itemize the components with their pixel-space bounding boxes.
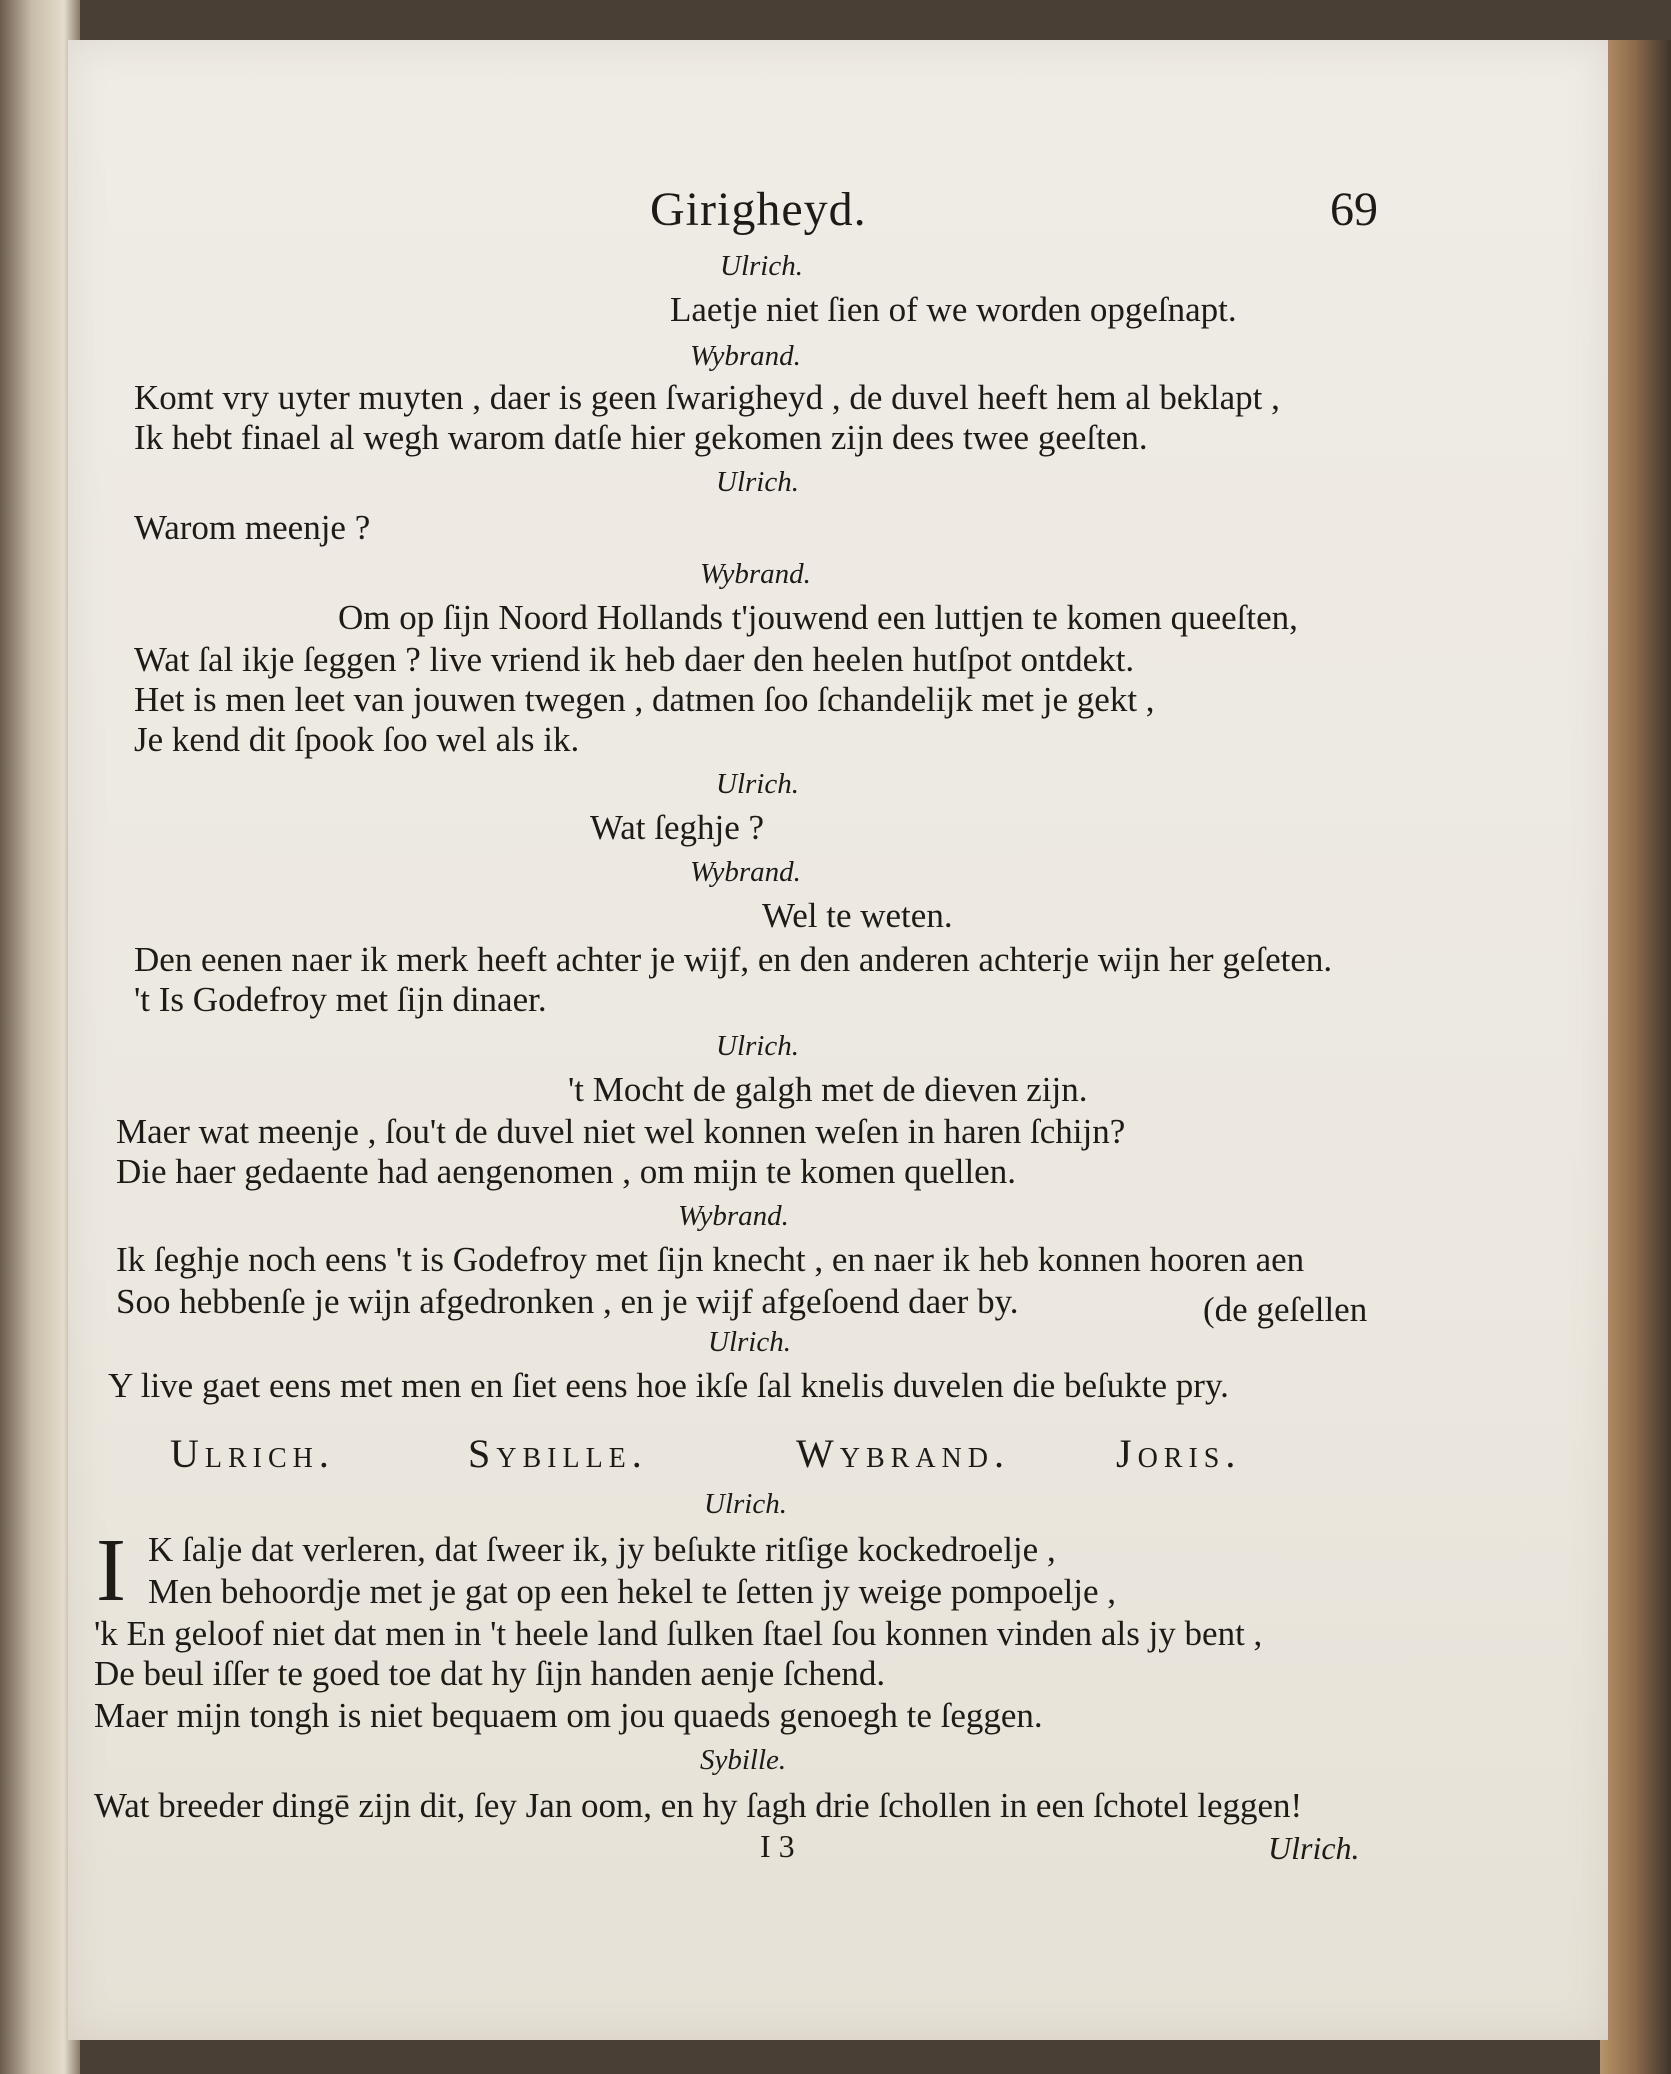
cast-name: Sybille.	[468, 1431, 648, 1476]
verse-line: Die haer gedaente had aengenomen , om mijn te komen quellen.	[116, 1152, 1016, 1191]
verse-line: Den eenen naer ik merk heeft achter je wijf, en den anderen achterje wijn her geſeten.	[134, 940, 1333, 979]
speaker-label: Ulrich.	[720, 250, 803, 282]
signature-mark: I 3	[760, 1828, 795, 1864]
cast-name: Joris.	[1116, 1431, 1242, 1476]
verse-line: De beul iſſer te goed toe dat hy ſijn handen aenje ſchend.	[94, 1654, 886, 1693]
speaker-label: Sybille.	[700, 1744, 787, 1776]
verse-line: Warom meenje ?	[134, 508, 371, 547]
page-number: 69	[1330, 183, 1378, 236]
speaker-label: Ulrich.	[716, 1030, 799, 1062]
running-title: Girigheyd.	[650, 183, 867, 236]
verse-line: Om op ſijn Noord Hollands t'jouwend een luttjen te komen queeſten,	[338, 598, 1298, 637]
drop-cap: I	[96, 1521, 126, 1620]
verse-line: 't Mocht de galgh met de dieven zijn.	[568, 1070, 1088, 1109]
verse-line: Komt vry uyter muyten , daer is geen ſwarigheyd , de duvel heeft hem al beklapt ,	[134, 378, 1280, 417]
verse-line: Maer mijn tongh is niet bequaem om jou quaeds genoegh te ſeggen.	[94, 1696, 1043, 1735]
cast-name: Wybrand.	[796, 1431, 1010, 1476]
cast-name: Ulrich.	[170, 1431, 335, 1476]
book-fore-edge	[1600, 40, 1671, 2074]
verse-line: Men behoordje met je gat op een hekel te ſetten jy weige pompoelje ,	[148, 1572, 1117, 1611]
verse-line: Maer wat meenje , ſou't de duvel niet wel konnen weſen in haren ſchijn?	[116, 1112, 1126, 1151]
speaker-label: Ulrich.	[716, 768, 799, 800]
speaker-label: Wybrand.	[700, 558, 811, 590]
verse-line: 't Is Godefroy met ſijn dinaer.	[134, 980, 547, 1019]
verse-line: Wat ſal ikje ſeggen ? live vriend ik heb daer den heelen hutſpot ontdekt.	[134, 640, 1135, 679]
speaker-label: Ulrich.	[708, 1326, 791, 1358]
speaker-label: Ulrich.	[704, 1488, 787, 1520]
verse-line: Laetje niet ſien of we worden opgeſnapt.	[670, 290, 1237, 329]
verse-line: Wat breeder dingē zijn dit, ſey Jan oom, en hy ſagh drie ſchollen in een ſchotel leggen!	[94, 1786, 1303, 1825]
verse-line: Ik hebt finael al wegh warom datſe hier gekomen zijn dees twee geeſten.	[134, 418, 1148, 457]
verse-line: K ſalje dat verleren, dat ſweer ik, jy beſukte ritſige kockedroelje ,	[148, 1530, 1056, 1569]
verse-line: Wel te weten.	[762, 896, 953, 935]
verse-line: Soo hebbenſe je wijn afgedronken , en je wijf afgeſoend daer by.	[116, 1282, 1019, 1321]
speaker-label: Wybrand.	[690, 856, 801, 888]
verse-line: Y live gaet eens met men en ſiet eens hoe ikſe ſal knelis duvelen die beſukte pry.	[108, 1366, 1229, 1405]
speaker-label: Ulrich.	[716, 466, 799, 498]
verse-line: Het is men leet van jouwen twegen , datmen ſoo ſchandelijk met je gekt ,	[134, 680, 1155, 719]
verse-line: Ik ſeghje noch eens 't is Godefroy met ſijn knecht , en naer ik heb konnen hooren aen	[116, 1240, 1305, 1279]
verse-line: Je kend dit ſpook ſoo wel als ik.	[134, 720, 580, 759]
catchword: Ulrich.	[1268, 1830, 1360, 1866]
speaker-label: Wybrand.	[678, 1200, 789, 1232]
stage-direction: (de geſellen	[1203, 1290, 1368, 1329]
verse-line: Wat ſeghje ?	[590, 808, 765, 847]
speaker-label: Wybrand.	[690, 340, 801, 372]
verse-line: 'k En geloof niet dat men in 't heele land ſulken ſtael ſou konnen vinden als jy bent ,	[94, 1614, 1263, 1653]
book-page	[68, 40, 1608, 2040]
